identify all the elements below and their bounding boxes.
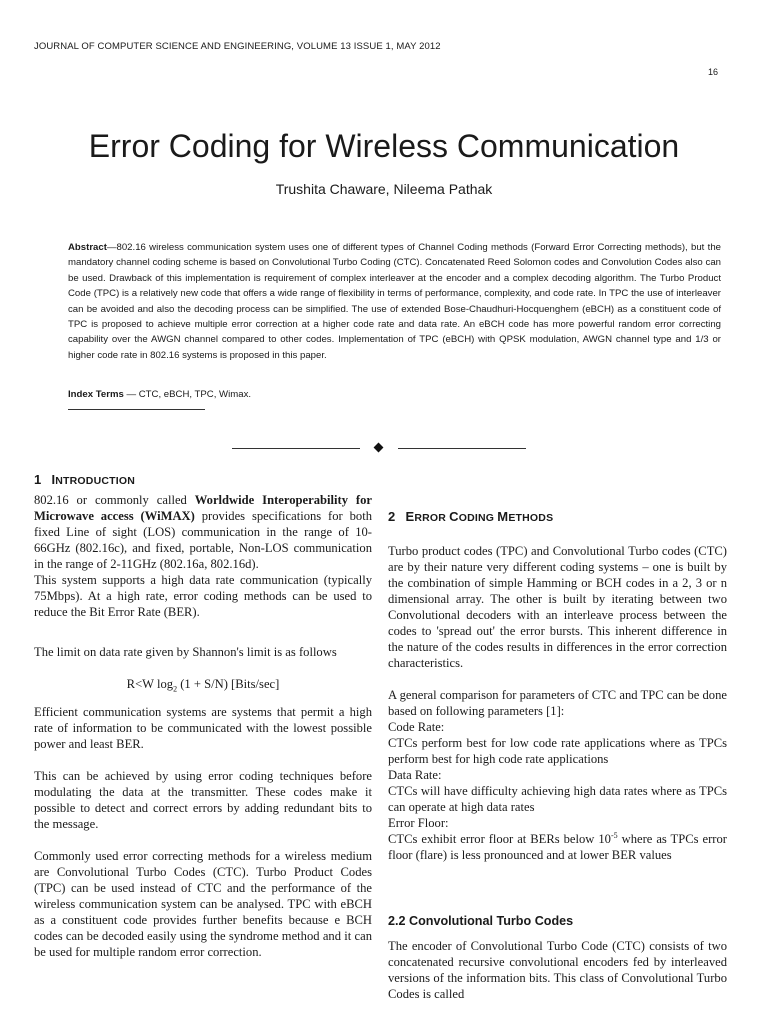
equation-text: (1 + S/N) [Bits/sec] bbox=[177, 677, 280, 691]
section-title-initial: E bbox=[405, 509, 415, 524]
separator-line-right bbox=[398, 448, 526, 449]
section-title-rest: ODING bbox=[458, 512, 498, 524]
abstract-text: 802.16 wireless communication system uses one of different types of Channel Coding methods (Forward Error Correcting methods), but the mandatory channel coding scheme is based on Convolutional Turbo Coding (CTC). Concatenated Reed Solomon codes and Convolution Codes also can be used. Drawback of this implementation is requirement of complex interleaver at the encoder and a complex decoding algorithm. The Turbo Product Code (TPC) is a relatively new code that offers a wide range of flexibility in terms of performance, complexity, and code rate. In TPC the use of interleaver can be avoided and also the decoding process can be simplified. The use of extended Bose-Chaudhuri-Hocquenghem (eBCH) as a constituent code of TPC is proposed to achieve multiple error correction at a higher code rate and data rate. An eBCH code has more powerful random error correcting capability over the AWGN channel compared to other codes. Implementation of TPC (eBCH) with QPSK modulation, AWGN channel type and 1/3 or higher code rate in 802.16 systems is proposed in this paper. bbox=[68, 242, 721, 361]
paragraph: A general comparison for parameters of CTC and TPC can be done based on following parameters [1]: bbox=[388, 688, 727, 718]
right-column bbox=[388, 543, 727, 863]
parameter-text: CTCs perform best for low code rate applications where as TPCs perform best for high code rate applications bbox=[388, 736, 727, 766]
section-separator bbox=[232, 441, 528, 455]
section-title-rest: RROR bbox=[414, 512, 450, 524]
section-heading-introduction bbox=[34, 472, 135, 487]
index-terms-text: — CTC, eBCH, TPC, Wimax. bbox=[123, 389, 252, 400]
separator-line-left bbox=[232, 448, 360, 449]
text-run: where as TPCs error floor (flare) is less pronounced and at lower BER values bbox=[388, 832, 727, 862]
parameter-text bbox=[388, 831, 727, 863]
page-number: 16 bbox=[708, 67, 719, 77]
paragraph: Commonly used error correcting methods for a wireless medium are Convolutional Turbo Codes (CTC). Turbo Product Codes (TPC) can be used instead of CTC and the performance of the wireless communication system can be analysed. TPC with eBCH as a constituent code provides further benefits because e BCH codes can be decoded easily using the syndrome method and it can be used for multiple random error correction. bbox=[34, 849, 372, 959]
paragraph: The encoder of Convolutional Turbo Code (CTC) consists of two concatenated recursive convolutional encoders fed by interleaved versions of the information bits. This class of Convolutional Turbo Codes is called bbox=[388, 939, 727, 1001]
index-terms-rule bbox=[68, 409, 205, 410]
text-run: CTCs exhibit error floor at BERs below 10 bbox=[388, 832, 611, 846]
paragraph: This system supports a high data rate communication (typically 75Mbps). At a high rate, error coding methods can be used to reduce the Bit Error Rate (BER). bbox=[34, 573, 372, 619]
authors: Trushita Chaware, Nileema Pathak bbox=[275, 181, 493, 197]
left-column bbox=[34, 492, 372, 960]
abstract-dash: — bbox=[106, 242, 117, 253]
index-terms bbox=[68, 388, 251, 402]
parameter-label: Error Floor: bbox=[388, 816, 449, 830]
right-column-continued bbox=[388, 938, 727, 1002]
text-run-bold: Worldwide Interoperability for Microwave access (WiMAX) bbox=[34, 493, 372, 523]
equation bbox=[34, 676, 372, 692]
paragraph: Turbo product codes (TPC) and Convolutional Turbo codes (CTC) are by their nature very different coding systems – one is built by the combination of simple Hamming or BCH codes in a 2, 3 or n dimensional array. The other is built by iterating between two Convolutional decoders with an interleave process between the codes to 'spread out' the error bursts. This inherent difference in the nature of the codes results in differences in the error correction characteristics. bbox=[388, 544, 727, 670]
section-title-initial: C bbox=[449, 509, 459, 524]
paragraph: The limit on data rate given by Shannon's limit is as follows bbox=[34, 645, 337, 659]
section-title-rest: ETHODS bbox=[508, 512, 554, 524]
superscript: -5 bbox=[610, 830, 618, 840]
section-title-initial: M bbox=[497, 509, 509, 524]
section-title-rest: NTRODUCTION bbox=[55, 475, 136, 487]
equation-subscript: 2 bbox=[173, 684, 178, 694]
section-title-initial: I bbox=[51, 472, 56, 487]
equation-text: R<W log bbox=[126, 677, 174, 691]
index-terms-label: Index Terms bbox=[68, 389, 124, 400]
paragraph bbox=[34, 492, 372, 572]
abstract bbox=[68, 240, 721, 363]
section-number: 2 bbox=[388, 509, 396, 524]
paper-title: Error Coding for Wireless Communication bbox=[88, 128, 680, 164]
text-run: provides specifications for both fixed Line of sight (LOS) communication in the range of 10-66GHz (802.16c), and fixed, portable, Non-LOS communication in the range of 2-11GHz (802.16a, 802.16d). bbox=[34, 509, 372, 571]
abstract-label: Abstract bbox=[68, 242, 107, 253]
text-run: 802.16 or commonly called bbox=[34, 493, 195, 507]
section-heading-error-coding-methods bbox=[388, 509, 553, 524]
subsection-heading: 2.2 Convolutional Turbo Codes bbox=[388, 914, 574, 928]
parameter-label: Data Rate: bbox=[388, 768, 442, 782]
journal-header: JOURNAL OF COMPUTER SCIENCE AND ENGINEERING, VOLUME 13 ISSUE 1, MAY 2012 bbox=[34, 41, 441, 52]
diamond-icon bbox=[374, 443, 384, 453]
parameter-text: CTCs will have difficulty achieving high data rates where as TPCs can operate at high data rates bbox=[388, 784, 727, 814]
parameter-label: Code Rate: bbox=[388, 720, 445, 734]
section-number: 1 bbox=[34, 472, 42, 487]
paragraph: Efficient communication systems are systems that permit a high rate of information to be communicated with the lowest possible power and least BER. bbox=[34, 705, 372, 751]
paragraph: This can be achieved by using error coding techniques before modulating the data at the transmitter. These codes make it possible to detect and correct errors by adding redundant bits to the message. bbox=[34, 769, 372, 831]
